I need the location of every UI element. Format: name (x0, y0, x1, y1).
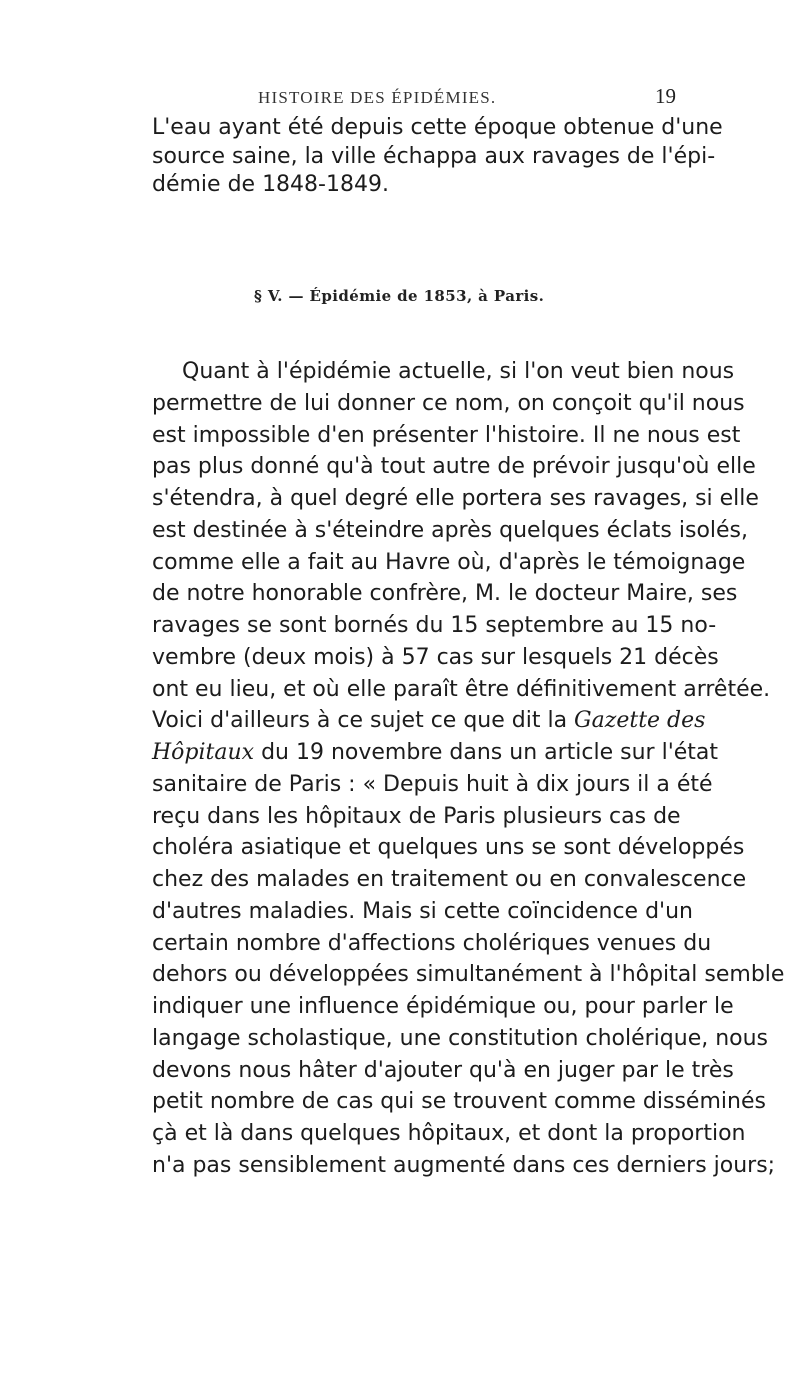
text-line: comme elle a fait au Havre où, d'après le témoignage (152, 549, 746, 575)
text-line: petit nombre de cas qui se trouvent comme disséminés (152, 1089, 766, 1115)
text-line: s'étendra, à quel degré elle portera ses ravages, si elle (152, 486, 759, 511)
intro-paragraph (152, 114, 723, 200)
text-line: dehors ou développées simultanément à l'hôpital semble (152, 962, 785, 988)
body-paragraph (152, 356, 785, 1182)
section-heading: § V. — Épidémie de 1853, à Paris. (254, 287, 545, 305)
text-line: est impossible d'en présenter l'histoire. Il ne nous est (152, 422, 741, 448)
text-line: indiquer une influence épidémique ou, pour parler le (152, 994, 734, 1019)
text-line: n'a pas sensiblement augmenté dans ces derniers jours; (152, 1152, 776, 1178)
text-line: est destinée à s'éteindre après quelques éclats isolés, (152, 517, 749, 543)
running-header: HISTOIRE DES ÉPIDÉMIES. (258, 88, 497, 107)
text-line: reçu dans les hôpitaux de Paris plusieurs cas de (152, 803, 681, 829)
text-line: de notre honorable confrère, M. le docteur Maire, ses (152, 581, 738, 607)
text-line: Voici d'ailleurs à ce sujet ce que dit la Gazette des (152, 708, 706, 734)
text-line: chez des malades en traitement ou en convalescence (152, 867, 747, 892)
text-line: pas plus donné qu'à tout autre de prévoir jusqu'où elle (152, 454, 756, 480)
text-line: Quant à l'épidémie actuelle, si l'on veut bien nous (182, 359, 735, 384)
text-line: permettre de lui donner ce nom, on conçoit qu'il nous (152, 390, 745, 416)
text-line: sanitaire de Paris : « Depuis huit à dix jours il a été (152, 771, 713, 797)
text-line: L'eau ayant été depuis cette époque obtenue d'une (152, 115, 723, 140)
text-line: devons nous hâter d'ajouter qu'à en juger par le très (152, 1057, 734, 1083)
text-line: choléra asiatique et quelques uns se sont développés (152, 835, 745, 861)
text-line: Hôpitaux du 19 novembre dans un article sur l'état (152, 740, 719, 765)
text-line: langage scholastique, une constitution cholérique, nous (152, 1025, 769, 1051)
text-line: démie de 1848-1849. (152, 172, 389, 198)
text-line: ravages se sont bornés du 15 septembre au 15 no- (152, 613, 717, 638)
text-line: ont eu lieu, et où elle paraît être définitivement arrêtée. (152, 676, 771, 702)
text-line: source saine, la ville échappa aux ravages de l'épi- (152, 143, 716, 169)
text-line: certain nombre d'affections cholériques venues du (152, 930, 712, 956)
text-line: çà et là dans quelques hôpitaux, et dont la proportion (152, 1121, 746, 1146)
text-line: vembre (deux mois) à 57 cas sur lesquels 21 décès (152, 644, 719, 670)
text-line: d'autres maladies. Mais si cette coïncidence d'un (152, 898, 693, 924)
page-number: 19 (655, 84, 676, 108)
